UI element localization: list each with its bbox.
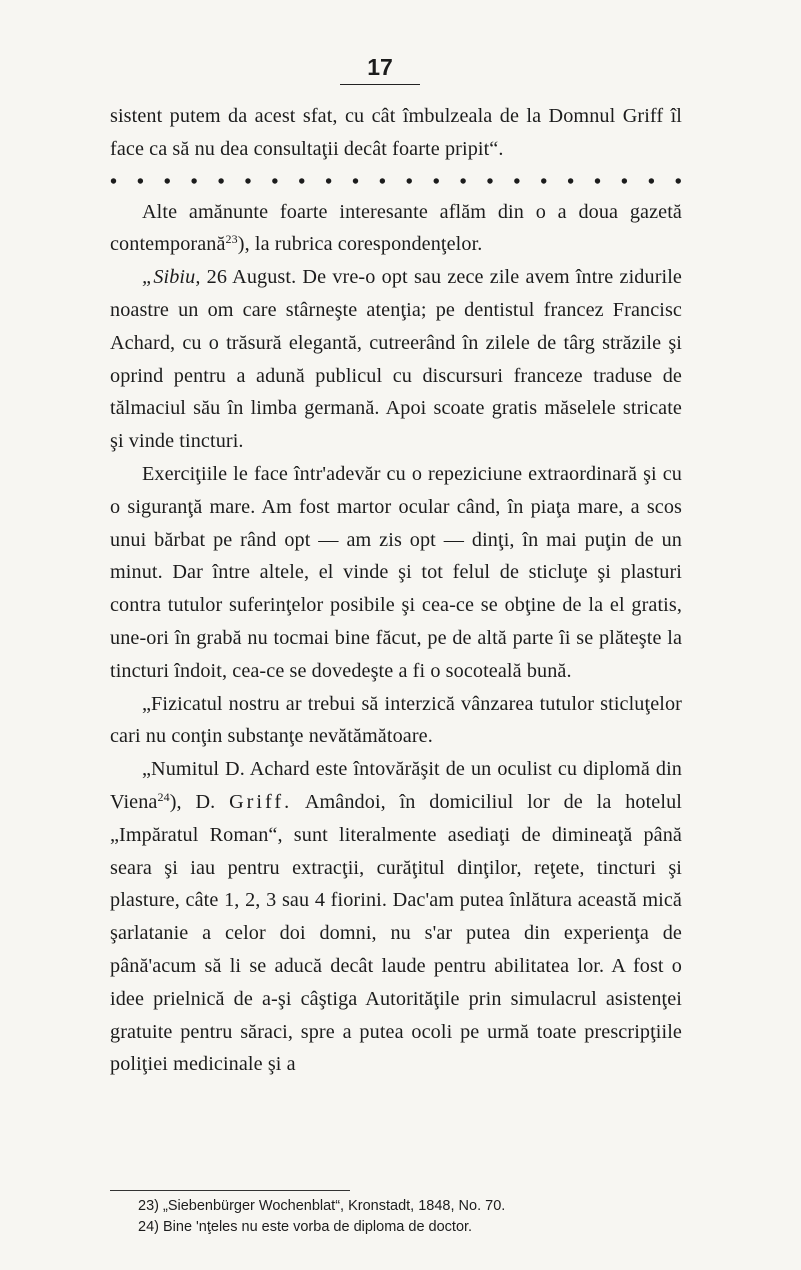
dateline-place: „Sibiu, <box>142 266 201 289</box>
ellipsis-dot: • <box>647 170 655 193</box>
ellipsis-dot: • <box>567 170 575 193</box>
ellipsis-dot: • <box>110 170 118 193</box>
ellipsis-dot: • <box>352 170 360 193</box>
ellipsis-dot: • <box>486 170 494 193</box>
ellipsis-dot: • <box>163 170 171 193</box>
paragraph-5: „Fizicatul nostru ar trebui să interzică vânzarea tutulor sticluţelor cari nu conţin substanţe nevătămătoare. <box>110 692 682 748</box>
paragraph-6-mid: ), D. <box>169 790 230 813</box>
ellipsis-dot: • <box>540 170 548 193</box>
ellipsis-dot: • <box>620 170 628 193</box>
ellipsis-dot: • <box>298 170 306 193</box>
footnotes <box>138 1196 698 1238</box>
ellipsis-dots-row <box>110 168 682 196</box>
paragraph-6-start: „Numitul D. Achard este întovărăşit de un oculist cu diplomă din Viena <box>110 758 682 813</box>
footnote-23: 23) „Siebenbürger Wochenblat“, Kronstadt, 1848, No. 70. <box>138 1198 506 1214</box>
footnote-ref-24: 24 <box>157 789 170 804</box>
ellipsis-dot: • <box>432 170 440 193</box>
paragraph-6 <box>110 753 682 1081</box>
paragraph-1: sistent putem da acest sfat, cu cât îmbulzeala de la Domnul Griff îl face ca să nu dea consultaţii decât foarte pripit“. <box>110 105 682 160</box>
paragraph-2 <box>110 196 682 262</box>
ellipsis-dot: • <box>271 170 279 193</box>
ellipsis-dot: • <box>136 170 144 193</box>
paragraph-3 <box>110 261 682 458</box>
ellipsis-dot: • <box>244 170 252 193</box>
paragraph-2-end: ), la rubrica corespondenţelor. <box>237 233 483 256</box>
paragraph-2-text: Alte amănunte foarte interesante aflăm din o a doua gazetă contemporană <box>110 200 682 256</box>
paragraph-4: Exerciţiile le face într'adevăr cu o repeziciune extraordinară şi cu o siguranţă mare. Am fost martor ocular când, în piaţa mare, a scos unui bărbat pe rând opt — am zis opt — dinţi, în mai puţin de un minut. Dar între altele, el vinde şi tot felul de sticluţe şi plasturi contra tutulor suferinţelor posibile şi cea-ce se obţine de la el gratis, une-ori în grabă nu tocmai bine făcut, pe de altă parte îi se plăteşte la tincturi îndoit, cea-ce se dovedeşte a fi o socoteală bună. <box>110 462 682 682</box>
ellipsis-dot: • <box>674 170 682 193</box>
footnote-ref-23: 23 <box>225 232 238 247</box>
paragraph-6-rest: Amândoi, în domiciliul lor de la hotelul „Impăratul Roman“, sunt literalmente asediaţi de dimineaţă până seara şi iau pentru extracţii, curăţitul dinţilor, reţete, tincturi şi plasture, câte 1, 2, 3 sau 4 fiorini. Dac'am putea înlătura această mică şarlatanie a celor doi domni, nu s'ar putea din experienţa de până'acum să li se aducă decât laude pentru abilitatea lor. A fost o idee prielnică de a-şi câştiga Autorităţile prin simulacrul asistenţei gratuite pentru săraci, spre a putea ocoli pe urmă toate prescripţiile poliţiei medicinale şi a <box>110 790 682 1076</box>
page-number-rule <box>340 84 420 85</box>
ellipsis-dot: • <box>594 170 602 193</box>
paragraph-3-text: 26 August. De vre-o opt sau zece zile avem între zidurile noastre un om care stârneşte atenţia; pe dentistul francez Francisc Achard, cu o trăsură elegantă, cutreerând în zilele de târg străzile şi oprind pentru a adună publicul cu discursuri franceze traduse de tălmaciul său în limba germană. Apoi scoate gratis măselele stricate şi vinde tincturi. <box>110 266 682 453</box>
ellipsis-dot: • <box>513 170 521 193</box>
ellipsis-dot: • <box>217 170 225 193</box>
page-number: 17 <box>367 54 393 80</box>
ellipsis-dot: • <box>459 170 467 193</box>
ellipsis-dot: • <box>190 170 198 193</box>
ellipsis-dot: • <box>405 170 413 193</box>
ellipsis-dot: • <box>325 170 333 193</box>
footnote-24: 24) Bine 'nţeles nu este vorba de diploma de doctor. <box>138 1219 473 1235</box>
footnote-rule <box>110 1190 350 1191</box>
name-griff: Griff. <box>229 790 293 813</box>
ellipsis-dot: • <box>378 170 386 193</box>
body-text <box>110 100 682 1081</box>
